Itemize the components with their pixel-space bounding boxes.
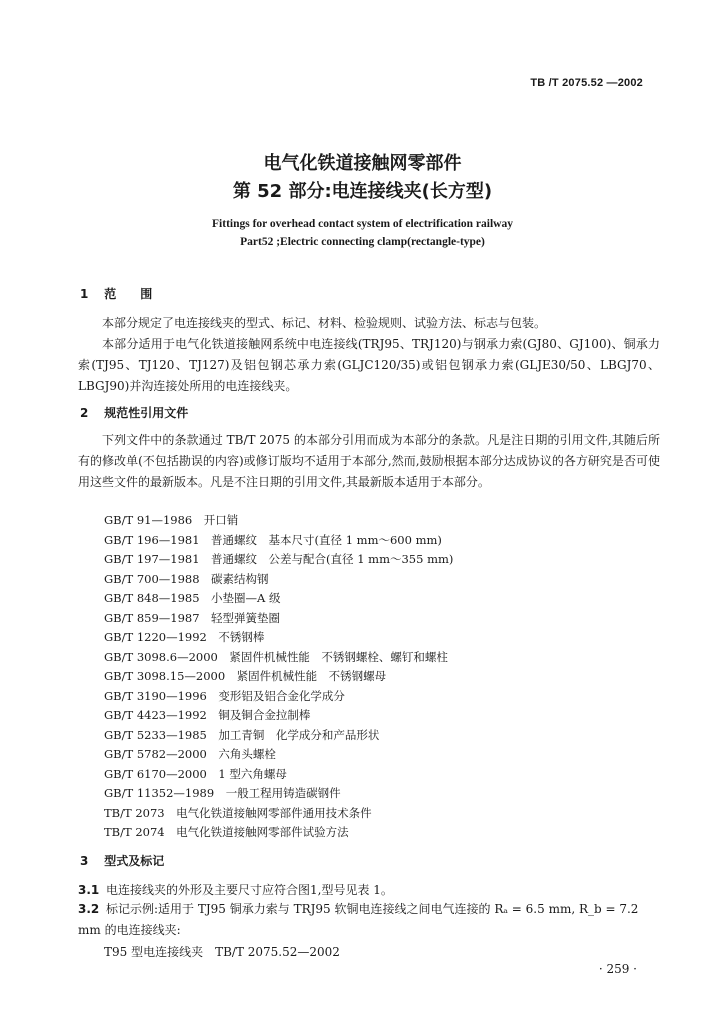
section-2-heading	[80, 404, 188, 421]
reference-item: GB/T 197—1981 普通螺纹 公差与配合(直径 1 mm～355 mm)	[104, 552, 454, 566]
reference-item: GB/T 6170—2000 1 型六角螺母	[104, 766, 287, 781]
section-1-number: 1	[80, 287, 89, 301]
reference-item: GB/T 4423—1992 铜及铜合金拉制棒	[104, 708, 311, 722]
section-1-paragraph-1: 本部分规定了电连接线夹的型式、标记、材料、检验规则、试验方法、标志与包装。	[102, 316, 547, 330]
clause-3-1	[78, 880, 664, 901]
standard-number: TB /T 2075.52 —2002	[530, 77, 643, 89]
reference-item: GB/T 196—1981 普通螺纹 基本尺寸(直径 1 mm～600 mm)	[104, 532, 442, 547]
reference-item: GB/T 1220—1992 不锈钢棒	[104, 630, 265, 644]
section-2-body	[78, 430, 660, 493]
clause-3-1-text: 电连接线夹的外形及主要尺寸应符合图1,型号见表 1。	[106, 883, 393, 897]
section-3-title: 型式及标记	[104, 854, 165, 868]
reference-item: GB/T 859—1987 轻型弹簧垫圈	[104, 610, 281, 625]
marking-example: T95 型电连接线夹 TB/T 2075.52—2002	[104, 945, 340, 959]
reference-item: GB/T 5782—2000 六角头螺栓	[104, 747, 276, 761]
reference-item: GB/T 848—1985 小垫圈—A 级	[104, 591, 281, 605]
section-1-body	[78, 313, 660, 397]
section-1-heading	[80, 285, 152, 302]
reference-item: TB/T 2073 电气化铁道接触网零部件通用技术条件	[104, 805, 372, 820]
reference-list	[104, 511, 453, 843]
title-en-line1: Fittings for overhead contact system of electrification railway	[212, 218, 513, 230]
reference-item: GB/T 11352—1989 一般工程用铸造碳钢件	[104, 786, 341, 800]
section-3-number: 3	[80, 854, 89, 868]
section-1-paragraph-2: 本部分适用于电气化铁道接触网系统中电连接线(TRJ95、TRJ120)与钢承力索(GJ80、GJ100)、铜承力索(TJ95、TJ120、TJ127)及铝包钢芯承力索(GLJC120/35)或铝包钢承力索(GLJE30/50、LBGJ70、LBGJ90)并沟连接处所用的电连接线夹。	[78, 337, 660, 393]
clause-3-1-number: 3.1	[78, 883, 100, 897]
title-cn-line2: 第 52 部分:电连接线夹(长方型)	[232, 181, 493, 202]
page-number: · 259 ·	[598, 962, 637, 976]
clause-3-2-number: 3.2	[78, 902, 100, 916]
section-3-heading	[80, 852, 164, 869]
reference-item: GB/T 91—1986 开口销	[104, 513, 239, 527]
section-2-title: 规范性引用文件	[104, 406, 189, 420]
reference-item: TB/T 2074 电气化铁道接触网零部件试验方法	[104, 825, 349, 839]
clause-3-2	[78, 899, 664, 941]
title-cn-line1: 电气化铁道接触网零部件	[263, 153, 462, 174]
reference-item: GB/T 5233—1985 加工青铜 化学成分和产品形状	[104, 727, 380, 742]
reference-item: GB/T 3098.15—2000 紧固件机械性能 不锈钢螺母	[104, 669, 387, 683]
section-2-number: 2	[80, 406, 89, 420]
section-2-intro: 下列文件中的条款通过 TB/T 2075 的本部分引用而成为本部分的条款。凡是注日期的引用文件,其随后所有的修改单(不包括勘误的内容)或修订版均不适用于本部分,然而,鼓励根据本部分达成协议的各方研究是否可使用这些文件的最新版本。凡是不注日期的引用文件,其最新版本适用于本部分。	[78, 433, 660, 489]
clause-3-2-text: 标记示例:适用于 TJ95 铜承力索与 TRJ95 软铜电连接线之间电气连接的 Rₐ = 6.5 mm, R_b = 7.2 mm 的电连接线夹:	[78, 902, 639, 937]
reference-item: GB/T 3098.6—2000 紧固件机械性能 不锈钢螺栓、螺钉和螺柱	[104, 649, 448, 664]
title-en-line2: Part52 ;Electric connecting clamp(rectangle-type)	[240, 236, 485, 248]
reference-item: GB/T 3190—1996 变形铝及铝合金化学成分	[104, 688, 345, 703]
reference-item: GB/T 700—1988 碳素结构钢	[104, 571, 269, 586]
section-1-title: 范 围	[104, 287, 153, 301]
